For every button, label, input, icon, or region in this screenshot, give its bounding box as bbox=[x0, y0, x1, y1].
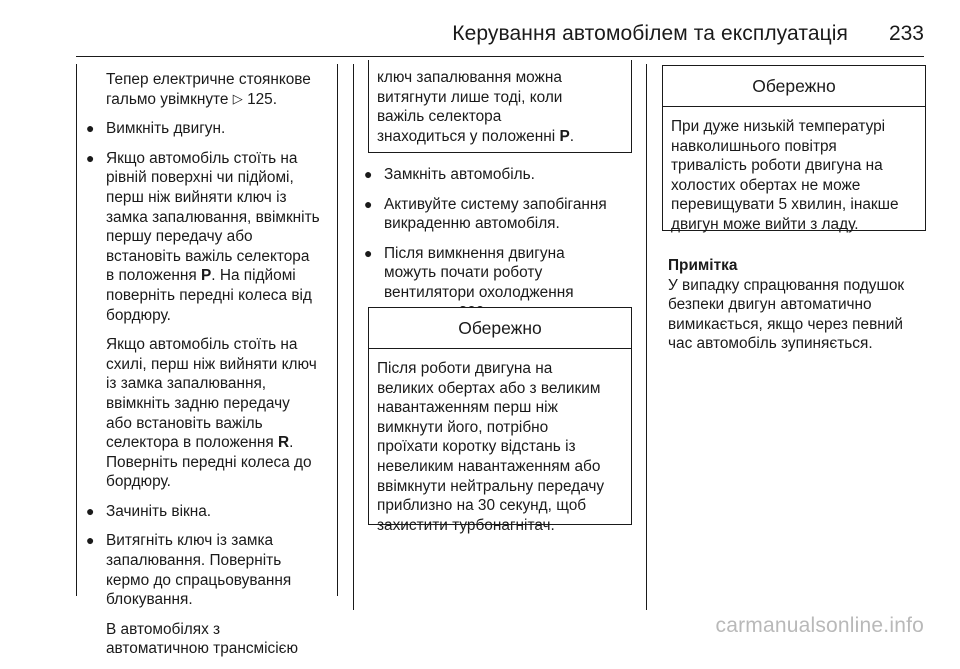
caution-text: Після роботи двигуна на великих обертах або з великим навантаженням перш ніж вимкнути його, потрібно проїхати коротку відстань із невеликим навантаженням або ввімкнути нейтральну передачу приблизно на 30 секунд, щоб захистити турбонагнітач. bbox=[377, 360, 605, 534]
list-item: ● Якщо автомобіль стоїть на рівній поверхні чи підйомі, перш ніж вийняти ключ із замка запалювання, ввімкніть першу передачу або встановіть важіль селектора в положення P. На підйомі поверніть передні колеса від бордюру. Якщо автомобіль стоїть на схилі, перш ніж вийняти ключ із замка запалювання, ввімкніть задню передачу або встановіть важіль селектора в положення R. Поверніть передні колеса до бордюру. bbox=[86, 149, 320, 491]
caution-title: Обережно bbox=[663, 66, 925, 107]
gear-position-r: R bbox=[278, 434, 290, 452]
reference-arrow-icon[interactable]: ▷ bbox=[232, 90, 243, 106]
watermark: carmanualsonline.info bbox=[715, 614, 924, 637]
caution-box bbox=[368, 307, 632, 534]
note-text: У випадку спрацювання подушок безпеки двигун автоматично вимикається, якщо через певний час автомобіль зупиняється. bbox=[668, 276, 905, 353]
bullet-icon: ● bbox=[86, 532, 95, 549]
continued-caution-box: ключ запалювання можна витягнути лише тоді, коли важіль селектора знаходиться у положенні P. bbox=[368, 60, 632, 153]
gear-position-p: P bbox=[201, 267, 212, 285]
gear-position-p: P bbox=[559, 127, 570, 145]
bullet-icon: ● bbox=[364, 166, 373, 182]
bullet-icon: ● bbox=[364, 195, 373, 212]
caution-text: При дуже низькій температурі навколишнього повітря тривалість роботи двигуна на холостих обертах не може перевищувати 5 хвилин, інакше двигун може вийти з ладу. bbox=[671, 118, 899, 233]
page-reference-link[interactable]: 125. bbox=[247, 90, 278, 108]
bullet-icon: ● bbox=[86, 120, 95, 137]
column-divider bbox=[646, 64, 647, 610]
page-number: 233 bbox=[888, 22, 924, 45]
bullet-icon: ● bbox=[364, 244, 373, 261]
list-item: ● Вимкніть двигун. bbox=[86, 120, 226, 138]
page-header bbox=[0, 0, 960, 60]
list-item: ● Після вимкнення двигуна можуть почати роботу вентилятори охолодження bbox=[360, 244, 640, 322]
list-item: ● Замкніть автомобіль. bbox=[364, 166, 535, 183]
column-1 bbox=[82, 70, 334, 669]
list-item: ● Зачиніть вікна. bbox=[86, 502, 212, 520]
column-divider bbox=[337, 64, 338, 596]
note bbox=[668, 256, 938, 354]
intro-paragraph: Тепер електричне стоянкове гальмо увімкнуте ▷ 125. bbox=[106, 71, 311, 108]
caution-box bbox=[662, 65, 926, 231]
column-divider bbox=[353, 64, 354, 610]
note-title: Примітка bbox=[668, 257, 738, 274]
bullet-icon: ● bbox=[86, 149, 95, 166]
chapter-title: Керування автомобілем та експлуатація bbox=[452, 22, 848, 45]
header-rule bbox=[76, 56, 924, 57]
list-item: ● Витягніть ключ із замка запалювання. Поверніть кермо до спрацьовування блокування. В автомобілях з автоматичною трансмісією bbox=[86, 532, 299, 658]
list-item: ● Активуйте систему запобігання викраденню автомобіля. bbox=[364, 195, 607, 233]
column-divider bbox=[76, 64, 77, 596]
caution-title: Обережно bbox=[369, 308, 631, 349]
bullet-icon: ● bbox=[86, 502, 95, 519]
